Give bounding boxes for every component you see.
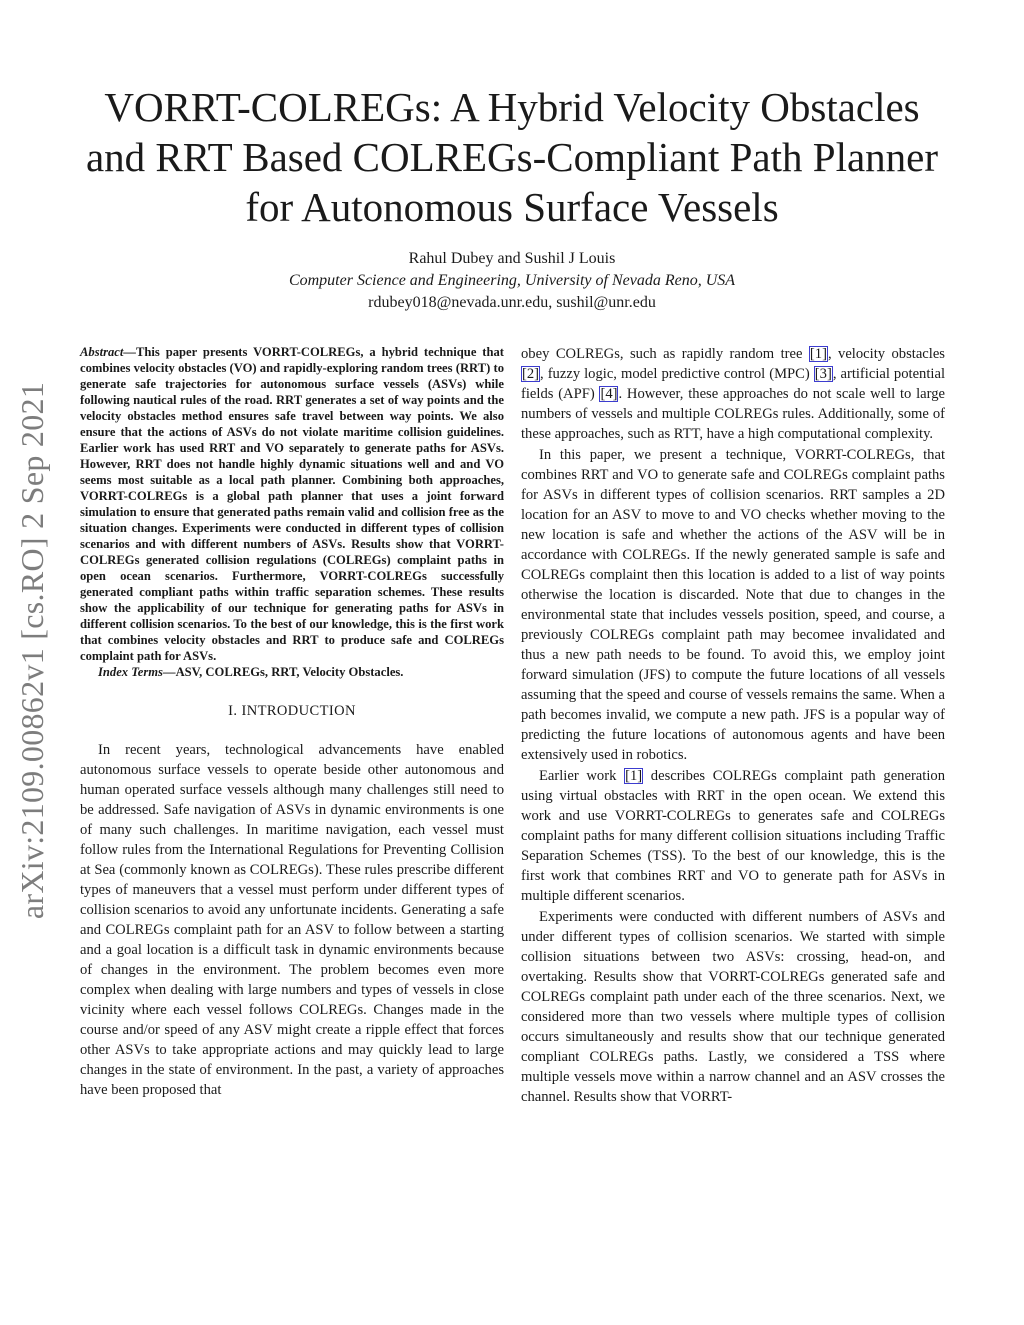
abstract-label: Abstract—: [80, 345, 136, 359]
text-run: , fuzzy logic, model predictive control (MPC): [540, 366, 814, 382]
text-run: , velocity obstacles: [827, 346, 945, 362]
title-line-1: VORRT-COLREGs: A Hybrid Velocity Obstacles: [104, 84, 920, 130]
title-line-3: for Autonomous Surface Vessels: [245, 184, 779, 230]
text-run: Earlier work: [539, 768, 625, 784]
citation-link[interactable]: [1]: [809, 346, 827, 362]
section-title-initial: I: [241, 703, 247, 719]
citation-link[interactable]: [4]: [600, 386, 618, 402]
text-run: describes COLREGs complaint path generation using virtual obstacles with RRT in the open ocean. We extend this work and use VORRT-COLREGs to generates safe and COLREGs complaint paths for many different collision situations including Traffic Separation Schemes (TSS). To the best of our knowledge, this is the first work that combines RRT and VO to generate path for ASVs in multiple different scenarios.: [521, 768, 945, 904]
intro-paragraph-1: In recent years, technological advancements have enabled autonomous surface vessels to operate beside other autonomous and human operated surface vessels although many challenges still need to be addressed. Safe navigation of ASVs in dynamic environments is one of many such challenges. In maritime navigation, each vessel must follow rules from the International Regulations for Preventing Collision at Sea (commonly known as COLREGs). These rules prescribe different types of maneuvers that a vessel must perform under different types of collision scenarios to avoid any unfortunate incidents. Generating a safe and COLREGs complaint path for an ASV to follow between a starting and a goal location is a difficult task in dynamic environments because of changes in the environment. The problem becomes even more complex when dealing with large numbers and types of vessels in close vicinity where each vessel follows COLREGs. Changes made in the course and/or speed of any ASV might create a ripple effect that forces other ASVs to take appropriate actions and may quickly lead to large changes in the state of environment. In the past, a variety of approaches have been proposed that: [80, 742, 504, 1098]
section-number: I.: [228, 703, 238, 719]
citation-link[interactable]: [2]: [522, 366, 540, 382]
author-emails: rdubey018@nevada.unr.edu, sushil@unr.edu: [368, 294, 656, 311]
citation-link[interactable]: [1]: [625, 768, 643, 784]
right-column: [521, 344, 945, 1108]
author-block: [0, 248, 1024, 314]
paper-title: [60, 82, 964, 232]
text-run: . However, these approaches do not scale well to large numbers of vessels and multiple COLREGs rules. Additionally, some of these approaches, such as RTT, have a high computational complexity.: [521, 386, 945, 442]
index-terms-text: ASV, COLREGs, RRT, Velocity Obstacles.: [175, 665, 404, 679]
right-paragraph-3: [521, 766, 945, 906]
right-paragraph-1: [521, 344, 945, 444]
text-run: , artificial potential fields (APF): [521, 366, 945, 402]
author-names: Rahul Dubey and Sushil J Louis: [408, 250, 616, 267]
arxiv-id-text: arXiv:2109.00862v1 [cs.RO] 2 Sep 2021: [14, 381, 51, 919]
affiliation: Computer Science and Engineering, University of Nevada Reno, USA: [288, 272, 736, 289]
index-terms: [80, 664, 504, 680]
index-terms-label: Index Terms—: [98, 665, 176, 679]
section-title-rest: NTRODUCTION: [246, 703, 356, 719]
left-column: [80, 344, 504, 1101]
title-line-2: and RRT Based COLREGs-Compliant Path Planner: [85, 134, 939, 180]
right-paragraph-4: Experiments were conducted with different numbers of ASVs and under different types of collision scenarios. We started with simple collision situations between two ASVs: crossing, head-on, and overtaking. Results show that VORRT-COLREGs generated safe and COLREGs complaint path under each of the three scenarios. Next, we considered more than two vessels where multiple types of collision occurs simultaneously and results show that our technique generated compliant COLREGs paths. Lastly, we considered a TSS where multiple vessels move within a narrow channel and an ASV crosses the channel. Results show that VORRT-: [521, 909, 945, 1105]
text-run: obey COLREGs, such as rapidly random tree: [521, 346, 809, 362]
citation-link[interactable]: [3]: [814, 366, 832, 382]
arxiv-identifier: [14, 360, 51, 940]
abstract: [80, 344, 504, 664]
section-heading-introduction: [80, 702, 504, 720]
right-paragraph-2: In this paper, we present a technique, VORRT-COLREGs, that combines RRT and VO to generate safe and COLREGs complaint paths for ASVs in different types of collision scenarios. RRT samples a 2D location for an ASV to move to and VO checks whether moving to the new location is safe and whether the actions of the ASV will be in accordance with COLREGs. If the newly generated sample is safe and COLREGs complaint then this location is added to a list of way points otherwise the location is discarded. Note that due to changes in the environmental state that includes vessels position, speed, and course, a previously COLREGs complaint path may becomee invalidated and thus a new path needs to be found. To avoid this, we employ joint forward simulation (JFS) to compute the future locations of all vessels assuming that the speed and course of vessels remains the same. When a path becomes invalid, we compute a new path. JFS is a popular way of predicting the future locations of autonomous agents and have been extensively used in robotics.: [521, 447, 945, 763]
abstract-text: This paper presents VORRT-COLREGs, a hybrid technique that combines velocity obstacles (VO) and rapidly-exploring random trees (RRT) to generate safe trajectories for autonomous surface vessels (ASVs) while following nautical rules of the road. RRT generates a set of way points and the velocity obstacles method ensures safe travel between way points. We also ensure that the actions of ASVs do not violate maritime collision guidelines. Earlier work has used RRT and VO separately to generate paths for ASVs. However, RRT does not handle highly dynamic situations well and and VO seems most suitable as a local path planner. Combining both approaches, VORRT-COLREGs is a global path planner that uses a joint forward simulation to ensure that generated paths remain valid and collision free as the situation changes. Experiments were conducted in different types of collision scenarios and with different numbers of ASVs. Results show that VORRT-COLREGs generated collision regulations (COLREGs) complaint paths in open ocean scenarios. Furthermore, VORRT-COLREGs successfully generated compliant paths within traffic separation schemes. These results show the applicability of our technique for generating paths for ASVs in different collision scenarios. To the best of our knowledge, this is the first work that combines velocity obstacles and RRT to produce safe and COLREGs complaint path for ASVs.: [80, 345, 504, 663]
